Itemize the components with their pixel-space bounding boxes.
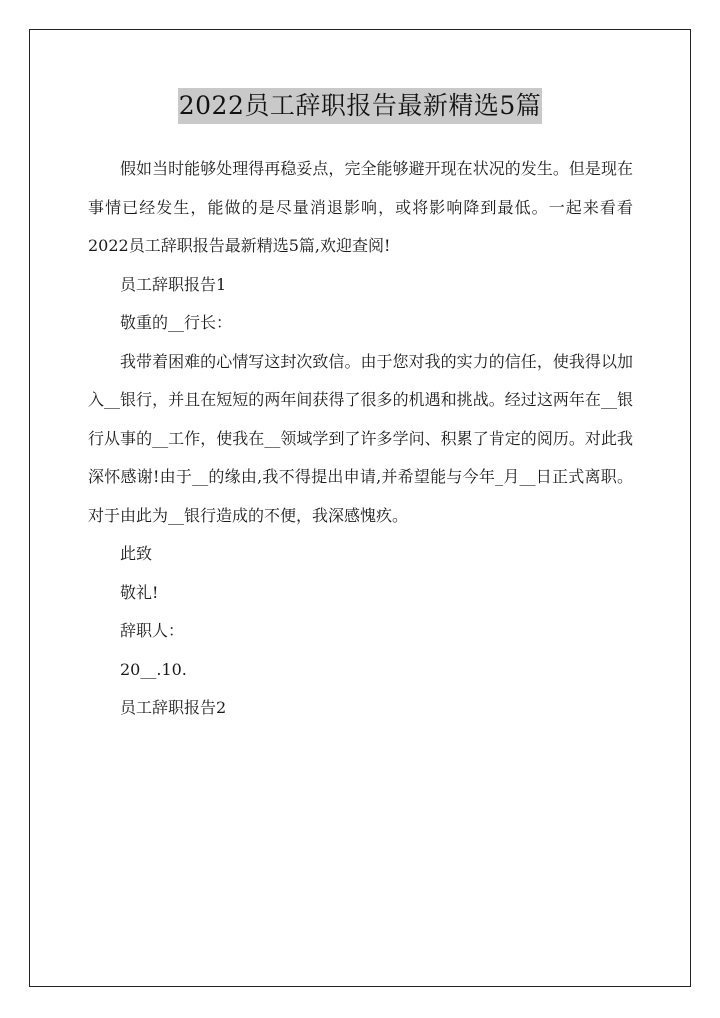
- closing-line-1: 此致: [120, 544, 153, 563]
- document-title: 2022员工辞职报告最新精选5篇: [178, 88, 543, 124]
- title-container: [0, 88, 720, 124]
- report-1-heading: 员工辞职报告1: [120, 274, 227, 294]
- date-line: 20__.10.: [120, 659, 187, 679]
- salutation: 敬重的__行长：: [120, 313, 233, 332]
- document-body: [88, 150, 633, 728]
- closing-line-2: 敬礼!: [120, 582, 159, 602]
- intro-paragraph: 假如当时能够处理得再稳妥点，完全能够避开现在状况的发生。但是现在事情已经发生，能做的是尽量消退影响，或将影响降到最低。一起来看看2022员工辞职报告最新精选5篇,欢迎查阅!: [88, 159, 633, 255]
- report-2-heading: 员工辞职报告2: [120, 698, 227, 717]
- signature-label: 辞职人：: [120, 621, 185, 640]
- report-1-body: 我带着困难的心情写这封次致信。由于您对我的实力的信任，使我得以加入__银行，并且在短短的两年间获得了很多的机遇和挑战。经过这两年在__银行从事的__工作，使我在__领域学到了许多学问、积累了肯定的阅历。对此我深怀感谢!由于__的缘由,我不得提出申请,并希望能与今年_月__日正式离职。对于由此为__银行造成的不便，我深感愧疚。: [88, 351, 633, 525]
